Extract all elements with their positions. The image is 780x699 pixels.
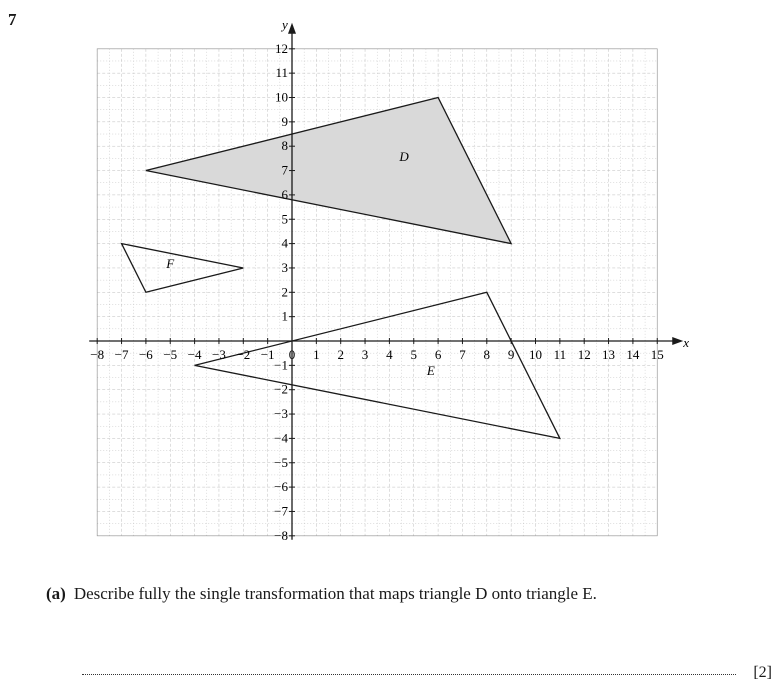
- x-tick-label: −2: [236, 347, 251, 362]
- triangle-F-label: F: [166, 255, 175, 271]
- x-tick-label: 14: [626, 347, 640, 362]
- x-tick-label: −5: [163, 347, 178, 362]
- y-tick-label: 11: [275, 65, 288, 81]
- y-tick-label: 10: [275, 89, 288, 105]
- y-tick-label: 12: [275, 40, 288, 56]
- y-tick-label: 5: [281, 211, 288, 227]
- x-tick-label: 4: [386, 347, 393, 362]
- x-tick-label: 10: [529, 347, 542, 362]
- x-tick-label: 7: [459, 347, 466, 362]
- question-number: 7: [8, 10, 17, 29]
- y-tick-label: −6: [274, 479, 288, 495]
- x-tick-label: 12: [577, 347, 591, 362]
- part-a-label: (a): [46, 584, 66, 603]
- y-tick-label: −4: [274, 430, 288, 446]
- y-tick-label: 7: [281, 162, 288, 178]
- y-tick-label: 9: [281, 113, 288, 129]
- y-tick-label: 2: [281, 284, 288, 300]
- x-tick-label: 0: [288, 347, 296, 362]
- y-tick-label: 3: [281, 259, 288, 275]
- y-tick-label: 1: [281, 308, 288, 324]
- triangle-D-label: D: [399, 148, 409, 164]
- x-tick-label: 15: [650, 347, 664, 362]
- x-tick-label: −4: [187, 347, 202, 362]
- x-axis-arrow-icon: [672, 337, 683, 345]
- y-tick-label: −2: [274, 381, 288, 397]
- x-tick-label: −1: [260, 347, 275, 362]
- x-tick-label: 13: [602, 347, 616, 362]
- x-tick-label: −8: [90, 347, 105, 362]
- x-axis-label: x: [683, 335, 690, 350]
- part-a-text: Describe fully the single transformation that maps triangle D onto triangle E.: [73, 584, 597, 603]
- x-tick-label: 5: [410, 347, 417, 362]
- y-tick-label: 8: [281, 138, 288, 154]
- y-axis-arrow-icon: [288, 23, 296, 34]
- y-tick-label: 4: [281, 235, 288, 251]
- part-a-marks: [2]: [753, 664, 772, 681]
- x-tick-label: 3: [361, 347, 369, 362]
- y-axis-label: y: [282, 16, 288, 32]
- triangle-D: [146, 98, 511, 244]
- y-tick-label: −1: [274, 357, 288, 373]
- x-tick-label: 6: [434, 347, 442, 362]
- answer-dotted-line: [82, 674, 736, 675]
- x-tick-label: 11: [553, 347, 567, 362]
- x-tick-label: −6: [138, 347, 153, 362]
- part-a-question: [46, 584, 597, 604]
- y-tick-label: −7: [274, 503, 288, 519]
- x-tick-label: 2: [337, 347, 344, 362]
- y-tick-label: −5: [274, 454, 288, 470]
- x-tick-label: 9: [507, 347, 515, 362]
- x-tick-label: −3: [212, 347, 226, 362]
- y-tick-label: −8: [274, 527, 288, 543]
- triangle-E-label: E: [426, 363, 435, 379]
- y-tick-label: −3: [274, 406, 288, 422]
- x-tick-label: 8: [483, 347, 491, 362]
- x-tick-label: −7: [114, 347, 129, 362]
- x-tick-label: 1: [313, 347, 320, 362]
- y-tick-label: 6: [281, 186, 288, 202]
